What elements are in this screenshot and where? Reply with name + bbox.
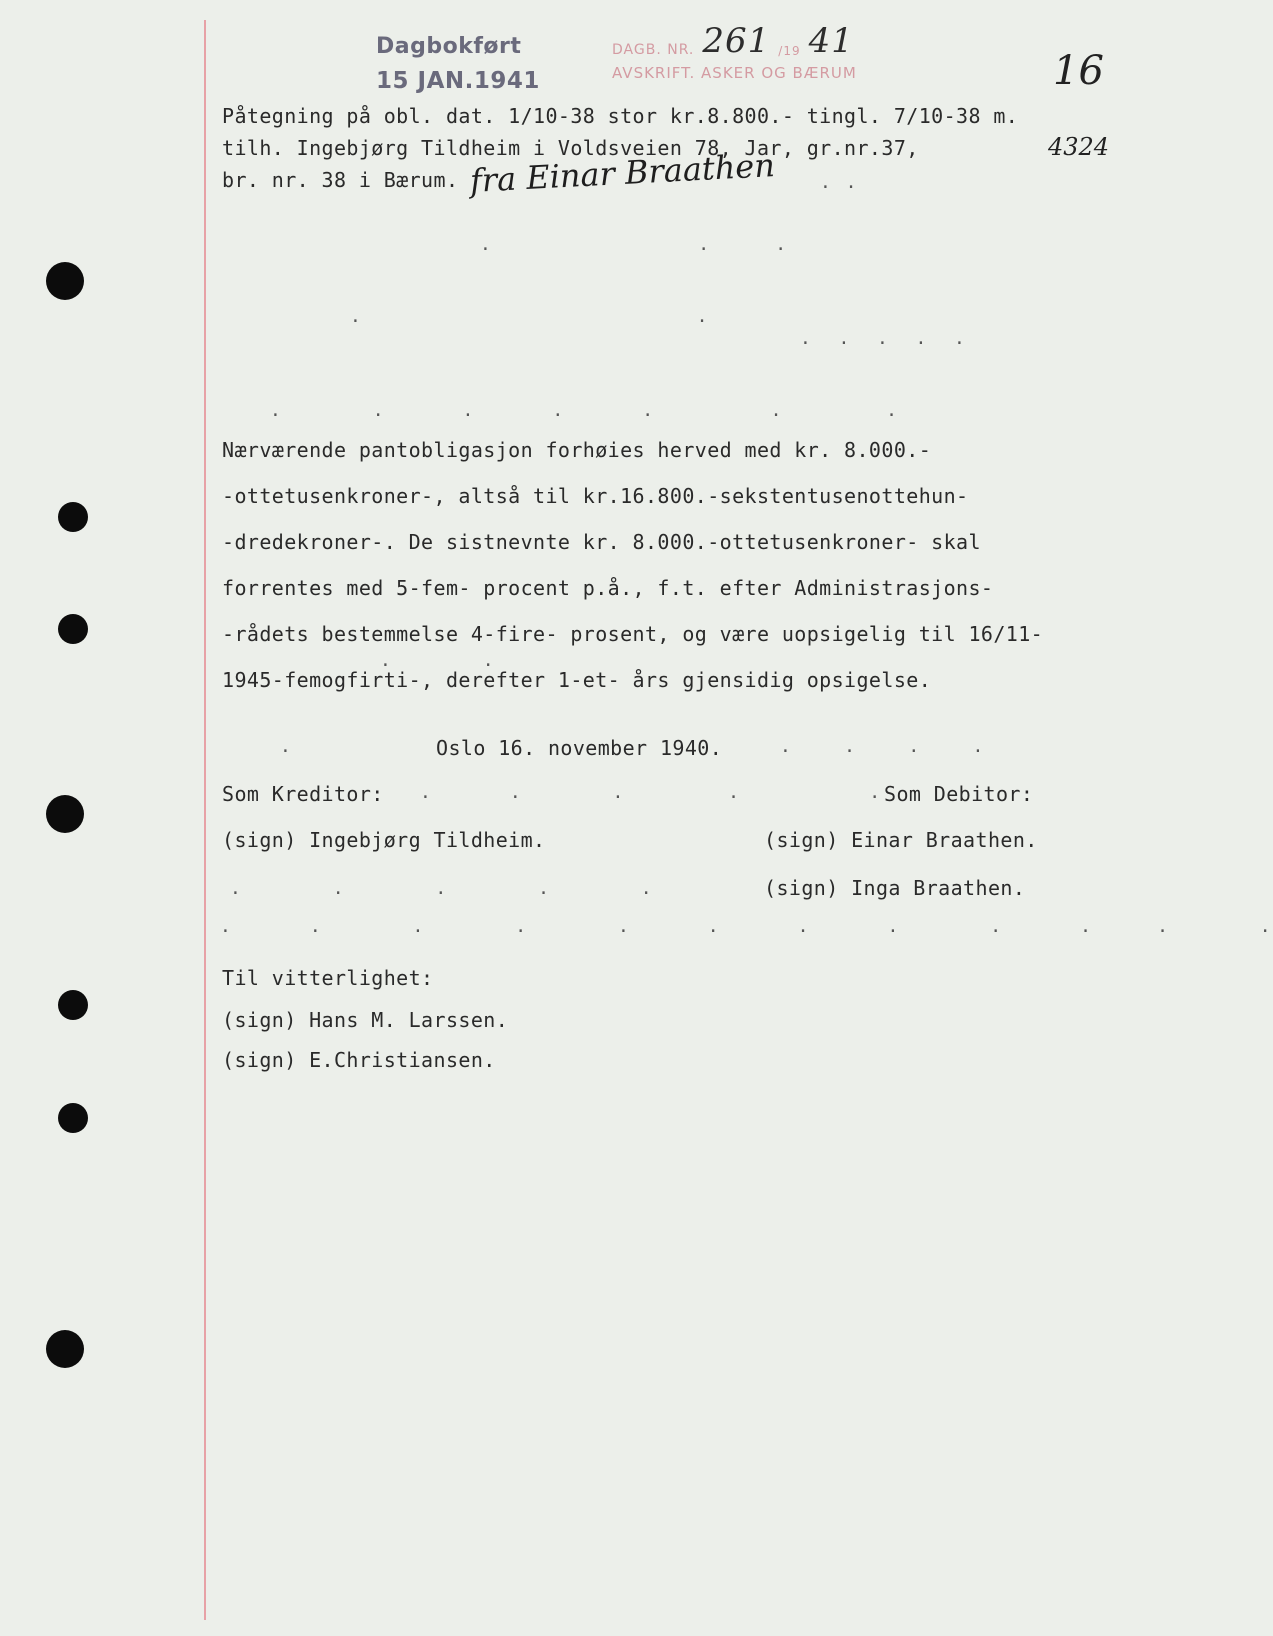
body-line-6: 1945-femogfirti-, derefter 1-et- års gjensidig opsigelse.: [222, 668, 932, 692]
faint-dots: . . . . .: [420, 782, 883, 803]
header-line-2: tilh. Ingebjørg Tildheim i Voldsveien 78, Jar, gr.nr.37,: [222, 136, 919, 160]
body-line-2: -ottetusenkroner-, altså til kr.16.800.-sekstentusenottehun-: [222, 484, 969, 508]
dagb-nr-label: DAGB. NR.: [612, 42, 695, 58]
faint-dots: . . .: [480, 234, 789, 255]
debtor-sign-2: (sign) Inga Braathen.: [764, 876, 1026, 900]
side-note: 4324: [1048, 133, 1110, 161]
binder-hole: [58, 502, 88, 532]
binder-hole: [46, 795, 84, 833]
faint-dots: . .: [350, 306, 710, 327]
dagbokfort-date: 15 JAN.1941: [376, 68, 540, 94]
body-line-5: -rådets bestemmelse 4-fire- prosent, og være uopsigelig til 16/11-: [222, 622, 1044, 646]
dagbokfort-stamp: [376, 30, 540, 98]
faint-dots: . . . . . . . . . . . .: [220, 916, 1273, 937]
faint-dots: .: [280, 736, 293, 757]
faint-dots: . .: [820, 172, 859, 193]
faint-dots: . . . . . . .: [270, 400, 900, 421]
body-line-4: forrentes med 5-fem- procent p.å., f.t. efter Administrasjons-: [222, 576, 994, 600]
place-date: Oslo 16. november 1940.: [436, 736, 723, 760]
avskrift-label: AVSKRIFT. ASKER OG BÆRUM: [612, 64, 857, 82]
faint-dots: . . . . .: [800, 328, 967, 349]
binder-hole: [58, 1103, 88, 1133]
handwritten-signature: fra Einar Braathen: [469, 146, 776, 200]
body-line-1: Nærværende pantobligasjon forhøies herved med kr. 8.000.-: [222, 438, 932, 462]
registry-stamp: [612, 21, 857, 82]
header-line-1: Påtegning på obl. dat. 1/10-38 stor kr.8.800.- tingl. 7/10-38 m.: [222, 104, 1019, 128]
margin-line: [204, 20, 206, 1620]
binder-hole: [46, 262, 84, 300]
debtor-label: Som Debitor:: [884, 782, 1034, 806]
page-number: 16: [1053, 48, 1104, 94]
creditor-sign: (sign) Ingebjørg Tildheim.: [222, 828, 546, 852]
witness-label: Til vitterlighet:: [222, 966, 434, 990]
binder-hole: [58, 614, 88, 644]
faint-dots: . . . . .: [230, 878, 654, 899]
faint-dots: . . . .: [780, 736, 986, 757]
debtor-sign-1: (sign) Einar Braathen.: [764, 828, 1038, 852]
binder-hole: [46, 1330, 84, 1368]
dagb-nr-sep: /19: [778, 44, 801, 58]
dagbokfort-label: Dagbokført: [376, 34, 522, 59]
creditor-label: Som Kreditor:: [222, 782, 384, 806]
binder-hole: [58, 990, 88, 1020]
dagb-nr-year: 41: [808, 21, 854, 61]
witness-sign-1: (sign) Hans M. Larssen.: [222, 1008, 509, 1032]
body-line-3: -dredekroner-. De sistnevnte kr. 8.000.-ottetusenkroner- skal: [222, 530, 981, 554]
faint-dots: . .: [380, 650, 496, 671]
witness-sign-2: (sign) E.Christiansen.: [222, 1048, 496, 1072]
header-line-3: br. nr. 38 i Bærum.: [222, 168, 459, 192]
dagb-nr-value: 261: [702, 21, 771, 61]
